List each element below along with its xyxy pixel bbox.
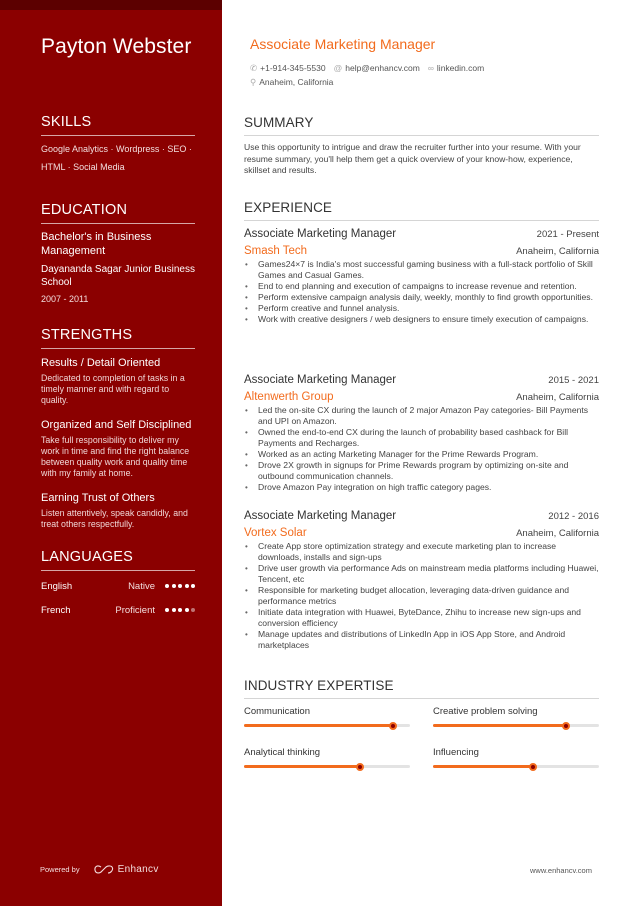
expertise-bar-fill xyxy=(244,765,360,768)
language-level: Native xyxy=(128,580,155,592)
job-title: Associate Marketing Manager xyxy=(244,228,397,240)
contact-info xyxy=(250,61,492,89)
contact-email[interactable] xyxy=(334,63,420,73)
powered-by xyxy=(40,864,159,875)
expertise-bar-fill xyxy=(244,724,393,727)
strengths-section xyxy=(41,327,195,530)
expertise-item xyxy=(433,747,599,768)
expertise-bar-knob xyxy=(562,722,570,730)
job-bullet: • Games24×7 is India's most successful gaming business with a full-stack portfolio of Skill Games and Casual Games. xyxy=(244,259,599,281)
job-bullet: • Initiate data integration with Huawei, ByteDance, Zhihu to increase new sign-ups and conversion efficiency xyxy=(244,607,599,629)
rating-dot-filled xyxy=(191,584,195,588)
skills-list xyxy=(41,140,195,177)
language-name: French xyxy=(41,604,71,616)
job-bullet: • End to end planning and execution of campaigns to increase revenue and retention. xyxy=(244,281,599,292)
contact-linkedin[interactable] xyxy=(428,63,484,73)
candidate-name: Payton Webster xyxy=(41,35,192,58)
enhancv-brand: Enhancv xyxy=(117,864,159,875)
job-bullet: • Drove 2X growth in signups for Prime Rewards program by optimizing on-site and outbound communication channels. xyxy=(244,460,599,482)
expertise-item xyxy=(244,747,410,768)
expertise-bar-fill xyxy=(433,765,533,768)
expertise-bar xyxy=(244,724,410,727)
linkedin-text: linkedin.com xyxy=(436,63,485,73)
powered-by-label: Powered by xyxy=(40,865,80,874)
email-text: help@enhancv.com xyxy=(345,63,420,73)
rating-dot-filled xyxy=(185,608,189,612)
strengths-title: STRENGTHS xyxy=(41,327,195,349)
job-bullet: • Drive user growth via performance Ads on mainstream media platforms including Huawei, Tencent, etc xyxy=(244,563,599,585)
job-company: Smash Tech xyxy=(244,245,308,257)
rating-dot-filled xyxy=(172,608,176,612)
at-icon: @ xyxy=(333,63,343,73)
job-location: Anaheim, California xyxy=(516,246,599,257)
job-location: Anaheim, California xyxy=(516,392,599,403)
strength-title: Results / Detail Oriented xyxy=(41,357,161,369)
education-school: Dayananda Sagar Junior Business School xyxy=(41,264,195,288)
education-dates: 2007 - 2011 xyxy=(41,294,89,304)
expertise-bar-knob xyxy=(529,763,537,771)
phone-icon: ✆ xyxy=(250,62,258,73)
experience-item xyxy=(244,510,599,651)
language-row xyxy=(41,574,195,598)
contact-phone[interactable] xyxy=(250,63,326,74)
expertise-bar-knob xyxy=(356,763,364,771)
job-bullet: • Manage updates and distributions of LinkedIn App in iOS App Store, and Android marketplaces xyxy=(244,629,599,651)
rating-dot-filled xyxy=(165,608,169,612)
job-location: Anaheim, California xyxy=(516,528,599,539)
experience-item xyxy=(244,228,599,325)
language-name: English xyxy=(41,580,73,592)
job-bullet: • Worked as an acting Marketing Manager for the Prime Rewards Program. xyxy=(244,449,599,460)
expertise-bar-fill xyxy=(433,724,566,727)
summary-title: SUMMARY xyxy=(244,115,599,136)
language-rating-dots xyxy=(165,608,195,612)
rating-dot-filled xyxy=(172,584,176,588)
language-level: Proficient xyxy=(115,604,155,616)
job-bullet: • Perform creative and funnel analysis. xyxy=(244,303,599,314)
location-text: Anaheim, California xyxy=(259,77,334,87)
phone-text: +1-914-345-5530 xyxy=(260,63,326,73)
expertise-label: Creative problem solving xyxy=(433,706,538,717)
job-company: Vortex Solar xyxy=(244,527,307,539)
education-title: EDUCATION xyxy=(41,202,195,224)
rating-dot-filled xyxy=(165,584,169,588)
education-degree: Bachelor's in Business Management xyxy=(41,231,152,257)
languages-title: LANGUAGES xyxy=(41,549,195,571)
strength-description: Listen attentively, speak candidly, and treat others respectfully. xyxy=(41,508,188,529)
education-section xyxy=(41,202,195,304)
job-bullet: • Responsible for marketing budget allocation, leveraging data-driven guidance and performance metrics xyxy=(244,585,599,607)
footer-url[interactable]: www.enhancv.com xyxy=(530,866,592,875)
languages-section xyxy=(41,549,195,622)
link-icon: ∞ xyxy=(427,63,434,73)
job-bullets xyxy=(244,259,599,325)
enhancv-logo[interactable] xyxy=(94,864,159,875)
expertise-label: Influencing xyxy=(433,747,479,758)
expertise-bar xyxy=(433,724,599,727)
expertise-label: Communication xyxy=(244,706,310,717)
job-bullets xyxy=(244,541,599,651)
strength-item xyxy=(41,418,195,479)
job-bullet: • Led the on-site CX during the launch of 2 major Amazon Pay categories- Bill Payments and UPI on Amazon. xyxy=(244,405,599,427)
sidebar xyxy=(0,0,222,906)
rating-dot-empty xyxy=(191,608,195,612)
expertise-bar xyxy=(433,765,599,768)
strength-title: Earning Trust of Others xyxy=(41,492,155,504)
strength-item xyxy=(41,356,195,406)
rating-dot-filled xyxy=(185,584,189,588)
skills-line-1: Google Analytics · Wordpress · SEO · xyxy=(41,144,192,154)
strength-item xyxy=(41,491,195,530)
experience-section xyxy=(244,200,599,221)
summary-text: Use this opportunity to intrigue and draw the recruiter further into your resume. With your resume summary, you'll help them get a quick overview of your know-how, experience, skillset and results. xyxy=(244,142,581,175)
job-bullets xyxy=(244,405,599,493)
rating-dot-filled xyxy=(178,608,182,612)
candidate-headline: Associate Marketing Manager xyxy=(250,36,436,52)
skills-title: SKILLS xyxy=(41,114,195,136)
language-rating-dots xyxy=(165,584,195,588)
job-dates: 2021 - Present xyxy=(536,229,599,240)
skills-line-2: HTML · Social Media xyxy=(41,162,125,172)
expertise-label: Analytical thinking xyxy=(244,747,321,758)
contact-location xyxy=(250,77,333,88)
expertise-bar xyxy=(244,765,410,768)
strength-description: Dedicated to completion of tasks in a timely manner and with regard to quality. xyxy=(41,373,185,405)
summary-section xyxy=(244,115,599,177)
job-company: Altenwerth Group xyxy=(244,391,334,403)
job-bullet: • Owned the end-to-end CX during the launch of probability based cashback for Bill Payments and Recharges. xyxy=(244,427,599,449)
job-bullet: • Drove Amazon Pay integration on high traffic category pages. xyxy=(244,482,599,493)
industry-expertise-title: INDUSTRY EXPERTISE xyxy=(244,678,599,699)
job-dates: 2012 - 2016 xyxy=(548,511,599,522)
job-bullet: • Create App store optimization strategy and execute marketing plan to increase downloads, installs and sign-ups xyxy=(244,541,599,563)
job-dates: 2015 - 2021 xyxy=(548,375,599,386)
job-title: Associate Marketing Manager xyxy=(244,374,397,386)
strength-description: Take full responsibility to deliver my work in time and find the right balance between quality work and quality time with my family at home. xyxy=(41,435,190,478)
sidebar-top-strip xyxy=(0,0,222,10)
job-bullet: • Work with creative designers / web designers to ensure timely execution of campaigns. xyxy=(244,314,599,325)
job-title: Associate Marketing Manager xyxy=(244,510,397,522)
language-row xyxy=(41,598,195,622)
expertise-bar-knob xyxy=(389,722,397,730)
strength-title: Organized and Self Disciplined xyxy=(41,419,192,431)
job-bullet: • Perform extensive campaign analysis daily, weekly, monthly to find growth opportunities. xyxy=(244,292,599,303)
expertise-item xyxy=(244,706,410,727)
experience-title: EXPERIENCE xyxy=(244,200,599,221)
enhancv-infinity-icon xyxy=(94,865,114,875)
map-pin-icon: ⚲ xyxy=(250,76,257,87)
experience-item xyxy=(244,374,599,493)
expertise-item xyxy=(433,706,599,727)
rating-dot-filled xyxy=(178,584,182,588)
skills-section xyxy=(41,114,195,177)
industry-expertise-section xyxy=(244,678,599,699)
